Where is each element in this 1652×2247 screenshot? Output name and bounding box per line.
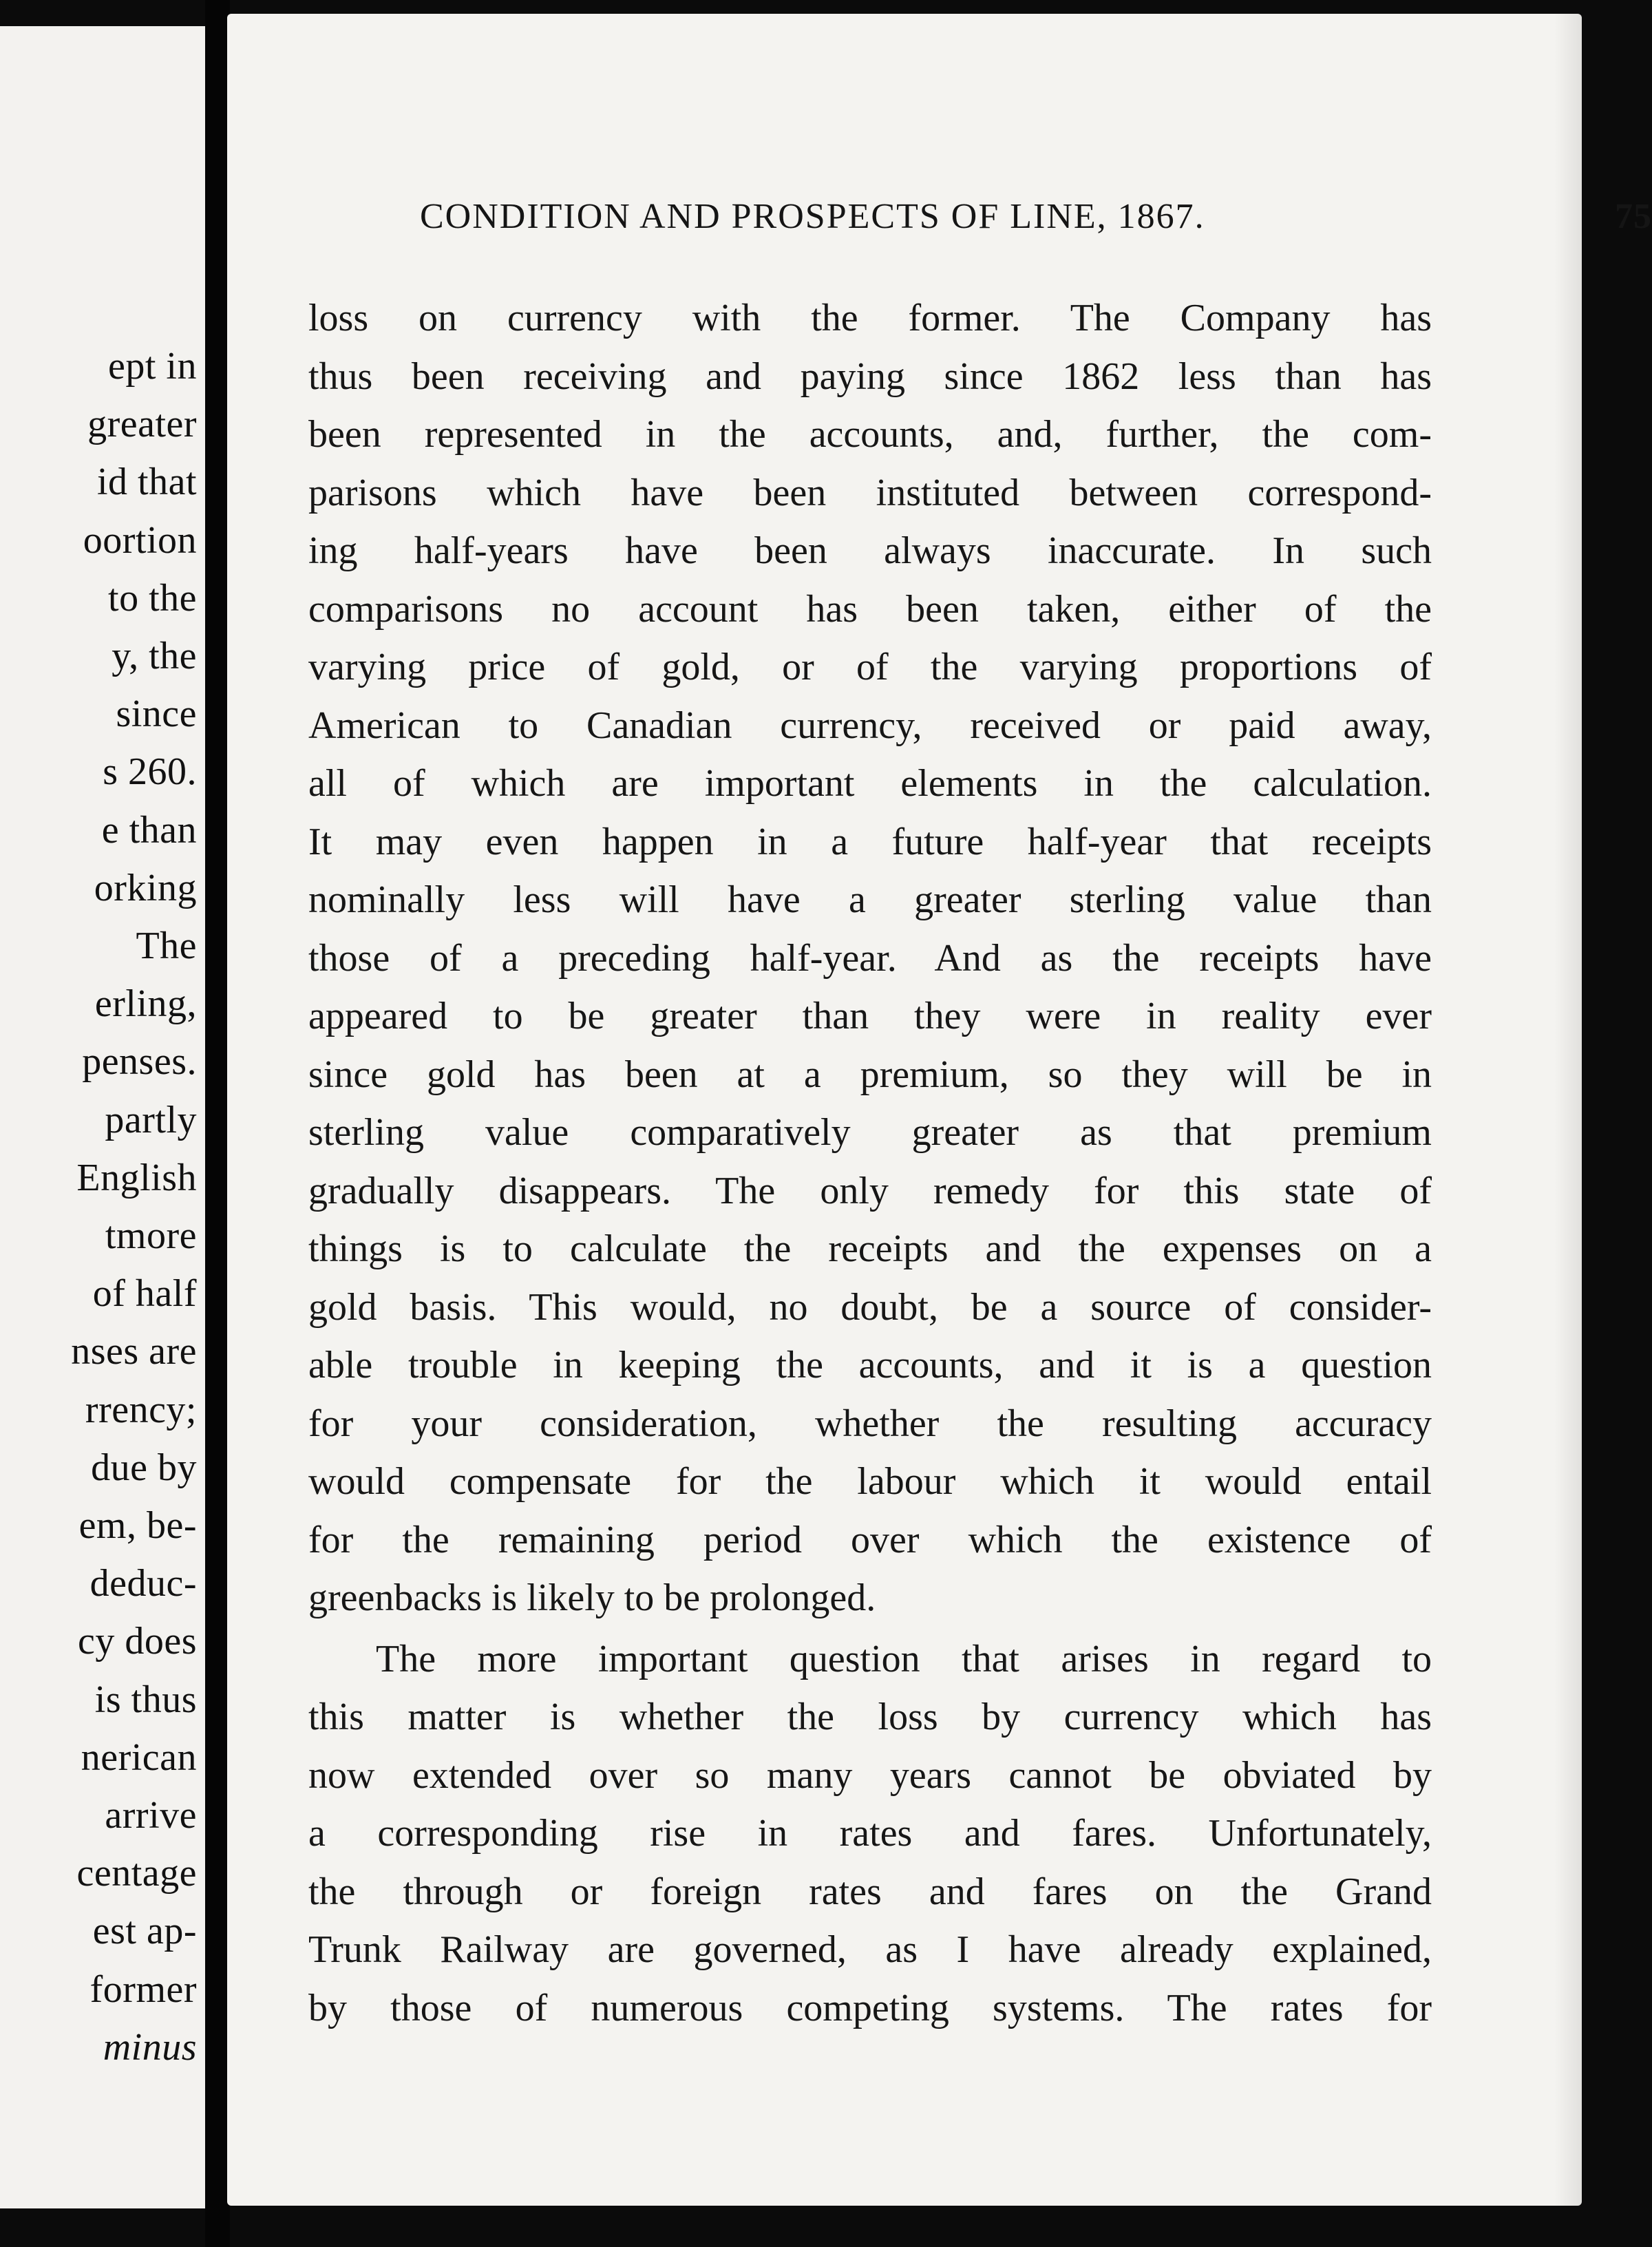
text-line: by those of numerous competing systems. The rates for xyxy=(308,1986,1432,2029)
left-page-line: id that xyxy=(96,461,197,504)
left-page-line: em, be- xyxy=(78,1504,197,1547)
text-line: this matter is whether the loss by currency which has xyxy=(308,1696,1432,1738)
page-edge-shadow xyxy=(1554,14,1582,2206)
left-page-line: partly xyxy=(105,1098,197,1141)
body-text xyxy=(308,289,1432,2037)
paragraph xyxy=(308,289,1432,1627)
text-line: gradually disappears. The only remedy for this state of xyxy=(308,1169,1432,1212)
left-page-line: ept in xyxy=(108,345,197,388)
text-line: Trunk Railway are governed, as I have already explained, xyxy=(308,1928,1432,1971)
text-line: thus been receiving and paying since 1862 less than has xyxy=(308,355,1432,398)
text-line: sterling value comparatively greater as that premium xyxy=(308,1111,1432,1154)
page-number: 75 xyxy=(1615,197,1652,236)
text-line: American to Canadian currency, received or paid away, xyxy=(308,704,1432,747)
left-page-line: nerican xyxy=(81,1736,197,1779)
left-page-line: orking xyxy=(94,866,197,909)
text-line: for your consideration, whether the resulting accuracy xyxy=(308,1402,1432,1445)
left-page-line: e than xyxy=(101,808,197,852)
book-page xyxy=(227,14,1652,2206)
text-line: all of which are important elements in the calculation. xyxy=(308,762,1432,805)
text-line: parisons which have been instituted between correspond- xyxy=(308,471,1432,514)
text-line: a corresponding rise in rates and fares. Unfortunately, xyxy=(308,1812,1432,1855)
text-line: The more important question that arises in regard to xyxy=(376,1637,1432,1680)
left-page-line: former xyxy=(89,1968,197,2011)
text-line: comparisons no account has been taken, either of the xyxy=(308,587,1432,631)
text-line: varying price of gold, or of the varying proportions of xyxy=(308,646,1432,688)
left-page-line: oortion xyxy=(83,518,197,562)
left-page-line: English xyxy=(76,1156,197,1199)
left-page-line: is thus xyxy=(94,1678,197,1721)
text-line: since gold has been at a premium, so they will be in xyxy=(308,1053,1432,1096)
text-line: now extended over so many years cannot be obviated by xyxy=(308,1753,1432,1797)
left-page-line: arrive xyxy=(105,1794,197,1837)
text-line: greenbacks is likely to be prolonged. xyxy=(308,1576,876,1619)
left-page-line: greater xyxy=(87,403,197,446)
left-page-line: of half xyxy=(92,1272,197,1316)
text-line: the through or foreign rates and fares on the Grand xyxy=(308,1870,1432,1913)
left-page-line: est ap- xyxy=(92,1910,197,1953)
running-head xyxy=(420,196,1652,237)
left-page-line: tmore xyxy=(105,1214,197,1257)
left-page-line: deduc- xyxy=(89,1562,197,1605)
left-page-line: rrency; xyxy=(85,1388,197,1431)
text-line: for the remaining period over which the existence of xyxy=(308,1518,1432,1561)
text-line: able trouble in keeping the accounts, and it is a question xyxy=(308,1344,1432,1386)
left-page-line: cy does xyxy=(77,1620,197,1663)
left-page-line: to the xyxy=(108,576,197,620)
text-line: been represented in the accounts, and, further, the com- xyxy=(308,413,1432,456)
left-page-line: erling, xyxy=(94,982,197,1026)
text-line: would compensate for the labour which it would entail xyxy=(308,1460,1432,1503)
book-gutter xyxy=(205,0,230,2247)
text-line: loss on currency with the former. The Company has xyxy=(308,297,1432,339)
left-page-line: due by xyxy=(91,1446,197,1489)
text-line: things is to calculate the receipts and the expenses on a xyxy=(308,1227,1432,1270)
paragraph xyxy=(308,1630,1432,2038)
left-page-line: since xyxy=(116,693,197,736)
text-line: those of a preceding half-year. And as the receipts have xyxy=(308,936,1432,980)
left-page-line: nses are xyxy=(71,1330,197,1373)
text-line: ing half-years have been always inaccurate. In such xyxy=(308,529,1432,572)
left-page-line: s 260. xyxy=(103,750,197,794)
left-page-line: y, the xyxy=(112,635,197,677)
left-page-line: The xyxy=(136,925,197,967)
running-head-title: CONDITION AND PROSPECTS OF LINE, 1867. xyxy=(420,197,1205,236)
text-line: It may even happen in a future half-year that receipts xyxy=(308,820,1432,863)
text-line: gold basis. This would, no doubt, be a source of consider- xyxy=(308,1285,1432,1329)
left-page-line: penses. xyxy=(82,1040,197,1084)
left-page-fragment xyxy=(0,26,205,2208)
left-page-line: minus xyxy=(103,2025,197,2069)
text-line: nominally less will have a greater sterling value than xyxy=(308,878,1432,921)
left-page-line: centage xyxy=(76,1852,197,1895)
text-line: appeared to be greater than they were in reality ever xyxy=(308,995,1432,1037)
